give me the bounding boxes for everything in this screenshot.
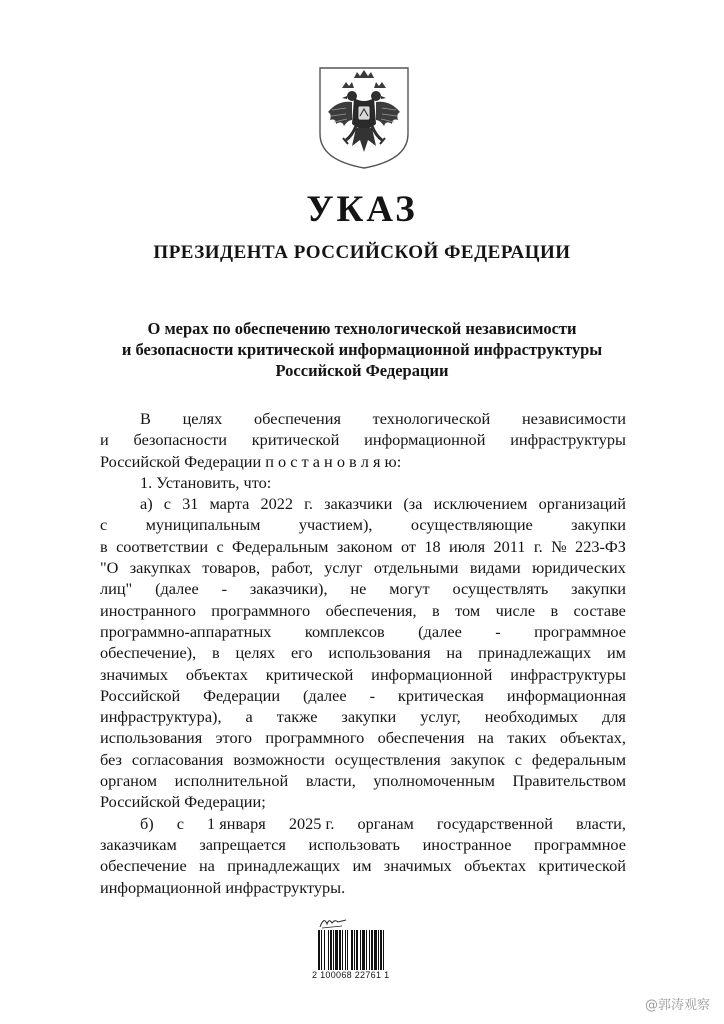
barcode-bar [347, 930, 348, 970]
body-line [100, 621, 626, 642]
body-word: целях [235, 643, 276, 663]
body-word: В [140, 409, 151, 428]
body-word: комплексов [304, 621, 385, 641]
body-word: могут [389, 579, 430, 599]
barcode-bar [335, 930, 338, 970]
body-word: № [551, 536, 567, 556]
body-word: технологической [372, 409, 491, 428]
body-word: информационной инфраструктуры. [100, 877, 346, 897]
body-word: отдельными [373, 558, 459, 578]
watermark-text: @郭涛观察 [644, 998, 710, 1013]
body-word: инфраструктуры [510, 430, 626, 450]
body-word: федеральным [531, 749, 626, 769]
barcode-bar [366, 930, 367, 970]
body-word: необходимых [484, 707, 579, 727]
body-word: 18 [424, 536, 441, 556]
body-word: услуг [324, 558, 363, 578]
body-word: этого [215, 728, 253, 748]
body-word: составе [573, 600, 626, 620]
body-word: (далее [155, 579, 199, 599]
body-word: обеспечения [377, 728, 465, 748]
heading-line: и безопасности критической информационной инфраструктуры [121, 340, 603, 359]
body-word: заказчикам [100, 834, 177, 854]
body-word: программное [534, 834, 626, 854]
heading-line: Российской Федерации [275, 361, 449, 380]
body-word: информационная [506, 685, 626, 705]
barcode-bar [356, 930, 358, 970]
body-word: Российской Федерации п о с т а н о в л я ю: [100, 451, 402, 471]
barcode-bar [321, 930, 322, 970]
body-word: власти, [576, 813, 626, 833]
barcode-bar [380, 930, 382, 970]
body-word: муниципальным [145, 515, 261, 535]
body-word: числе [495, 600, 536, 620]
body-word: программное [534, 621, 626, 641]
body-word: обеспечение [100, 856, 187, 876]
body-word: обеспечения [254, 409, 341, 428]
body-word: г. [304, 494, 314, 514]
body-line [100, 791, 626, 812]
body-word: принадлежащих [478, 643, 592, 663]
body-word: значимых [100, 664, 169, 684]
body-word: использования [328, 643, 431, 663]
body-word: Федерации [203, 685, 281, 705]
body-word: том [455, 600, 481, 620]
body-word: видами [469, 558, 521, 578]
body-word: 31 [182, 494, 199, 514]
body-line [100, 408, 626, 429]
document-subtitle: ПРЕЗИДЕНТА РОССИЙСКОЙ ФЕДЕРАЦИИ [153, 242, 571, 263]
body-word: 2025 г. [288, 813, 335, 833]
body-line [100, 451, 626, 472]
barcode-bar [330, 930, 332, 970]
body-word: критической [538, 856, 626, 876]
body-word: в [211, 643, 220, 663]
body-word: - [369, 685, 375, 705]
body-line [100, 770, 626, 791]
barcode-bar [374, 930, 377, 970]
body-line [100, 536, 626, 557]
body-word: Правительством [512, 771, 626, 791]
body-line [100, 813, 626, 834]
body-word: июля [449, 536, 486, 556]
document-title: УКАЗ [306, 189, 418, 230]
body-word: инфраструктуры [510, 664, 626, 684]
body-word: информационной [371, 664, 493, 684]
barcode-bar [351, 930, 353, 970]
body-word: от [400, 536, 416, 556]
barcode-bar [354, 930, 355, 970]
body-word: (далее [302, 685, 347, 705]
body-word: а) [140, 494, 153, 514]
body-word: закупки [341, 707, 397, 727]
body-line [100, 578, 626, 599]
body-word: им [606, 643, 626, 663]
body-line [100, 557, 626, 578]
body-word: с [176, 813, 184, 833]
body-word: органом [100, 771, 158, 791]
body-word: 1. Установить, что: [140, 472, 272, 492]
barcode-bar [371, 930, 373, 970]
body-word: принадлежащих [227, 856, 341, 876]
body-line [100, 834, 626, 855]
body-word: с [163, 494, 171, 514]
barcode-bar [342, 930, 343, 970]
barcode-bar [369, 930, 370, 970]
body-word: без [100, 749, 122, 769]
body-word: осуществления [334, 749, 441, 769]
body-word: его [290, 643, 313, 663]
decree-heading [90, 318, 634, 381]
body-word: государственной [436, 813, 553, 833]
body-word: заказчики [324, 494, 393, 514]
body-word: а [245, 707, 253, 727]
coat-of-arms-emblem [316, 64, 412, 170]
body-word: обеспечение), [100, 643, 197, 663]
barcode-bar [383, 930, 384, 970]
body-word: закупки [571, 515, 626, 535]
body-word: объектах, [559, 728, 626, 748]
body-word: исключением [433, 494, 528, 514]
body-word: - [495, 621, 501, 641]
body-word: безопасности [133, 430, 227, 450]
body-word: осуществляющие [410, 515, 533, 535]
body-word: Российской [100, 685, 181, 705]
barcode-bar [328, 930, 329, 970]
body-word: не [350, 579, 367, 599]
body-word: критической [251, 430, 340, 450]
body-line [100, 514, 626, 535]
body-line [100, 727, 626, 748]
body-word: на [446, 643, 463, 663]
barcode-bars [318, 930, 412, 970]
barcode-bar [324, 930, 325, 970]
body-word: организаций [538, 494, 626, 514]
body-word: объектах [185, 664, 248, 684]
document-barcode [312, 914, 412, 984]
body-word: уполномоченным [373, 771, 495, 791]
body-line [100, 642, 626, 663]
body-word: осуществлять [452, 579, 549, 599]
body-word: - [221, 579, 227, 599]
double-headed-eagle-icon [316, 64, 412, 170]
body-word: Российской Федерации; [100, 792, 266, 812]
heading-line: О мерах по обеспечению технологической независимости [147, 319, 577, 338]
body-word: иностранного [100, 600, 196, 620]
body-word: запрещается [199, 834, 286, 854]
body-line [100, 855, 626, 876]
body-word: программно-аппаратных [100, 621, 272, 641]
body-word: программного [265, 728, 365, 748]
barcode-bar [362, 930, 365, 970]
signature-mark-icon [318, 914, 348, 930]
body-word: 223-ФЗ [575, 536, 626, 556]
body-word: обеспечения, [325, 600, 417, 620]
barcode-number: 2 100068 22761 1 [312, 970, 390, 980]
body-word: лиц" [100, 579, 133, 599]
body-word: также [276, 707, 318, 727]
body-word: марта [209, 494, 250, 514]
body-word: и [100, 430, 109, 450]
body-word: программного [211, 600, 311, 620]
body-line [100, 429, 626, 450]
body-word: им [352, 856, 372, 876]
body-word: возможности [233, 749, 325, 769]
body-word: б) [140, 813, 154, 833]
body-word: соответствии [116, 536, 209, 556]
body-word: закупках [129, 558, 191, 578]
body-word: таких [507, 728, 547, 748]
body-word: работ, [271, 558, 313, 578]
body-word: для [602, 707, 626, 727]
barcode-bar [333, 930, 334, 970]
body-word: (за [403, 494, 423, 514]
barcode-bar [318, 930, 320, 970]
body-word: органам [357, 813, 414, 833]
body-word: (далее [418, 621, 462, 641]
body-word: 1 января [207, 813, 266, 833]
body-line [100, 877, 626, 898]
body-word: в [100, 536, 108, 556]
body-line [100, 685, 626, 706]
body-line [100, 493, 626, 514]
body-word: услуг, [420, 707, 461, 727]
body-word: целях [182, 409, 223, 428]
body-word: независимости [521, 409, 626, 428]
body-word: г. [533, 536, 543, 556]
body-word: "О [100, 558, 119, 578]
body-line [100, 600, 626, 621]
body-word: в [550, 600, 559, 620]
body-word: критической [265, 664, 354, 684]
body-word: в [432, 600, 440, 620]
body-line [100, 472, 626, 493]
body-word: 2011 [493, 536, 526, 556]
body-line [100, 706, 626, 727]
decree-body-text [100, 408, 626, 898]
body-word: информационной [364, 430, 486, 450]
body-word: с [100, 515, 108, 535]
body-line [100, 749, 626, 770]
body-word: законом [336, 536, 393, 556]
body-word: использовать [308, 834, 400, 854]
barcode-bar [378, 930, 379, 970]
body-word: на [198, 856, 215, 876]
body-word: объектах [464, 856, 527, 876]
body-word: заказчики), [249, 579, 328, 599]
body-word: власти, [305, 771, 356, 791]
body-line [100, 664, 626, 685]
body-word: закупки [571, 579, 626, 599]
body-word: согласования [131, 749, 224, 769]
body-word: инфраструктура), [100, 707, 222, 727]
body-word: критическая [397, 685, 484, 705]
body-word: участием), [298, 515, 373, 535]
body-word: закупок [450, 749, 505, 769]
body-word: Федеральным [232, 536, 329, 556]
barcode-bar [339, 930, 341, 970]
body-word: значимых [383, 856, 452, 876]
body-word: иностранное [422, 834, 512, 854]
barcode-bar [360, 930, 361, 970]
body-word: юридических [532, 558, 626, 578]
body-word: на [477, 728, 494, 748]
body-word: с [514, 749, 522, 769]
body-word: 2022 [260, 494, 293, 514]
barcode-bar [345, 930, 346, 970]
body-word: использования [100, 728, 203, 748]
body-word: с [216, 536, 224, 556]
body-word: товаров, [202, 558, 261, 578]
body-word: исполнительной [174, 771, 289, 791]
